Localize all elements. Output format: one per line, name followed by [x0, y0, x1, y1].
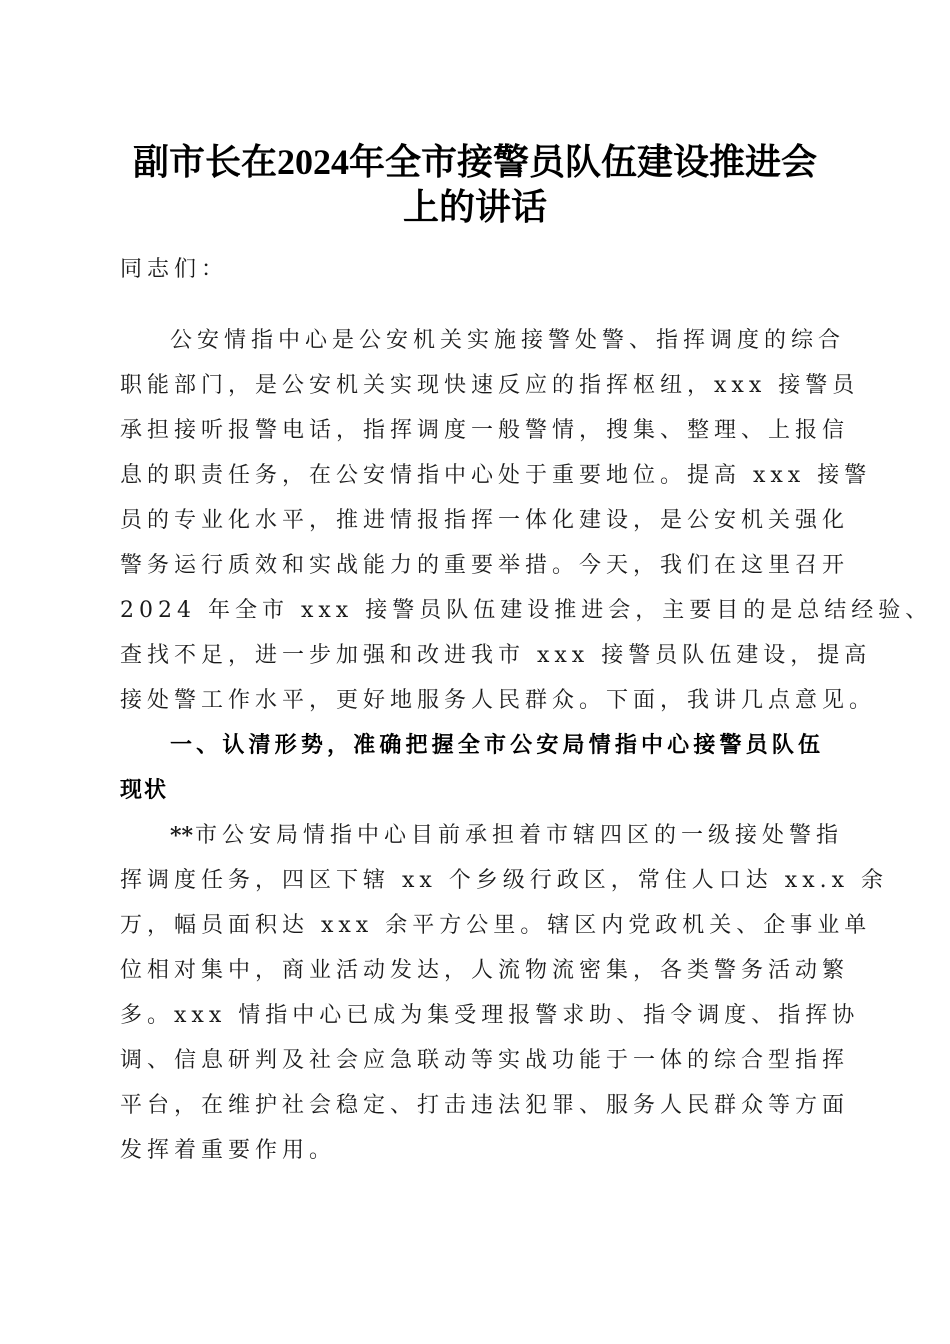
paragraph-1-line: 承担接听报警电话，指挥调度一般警情，搜集、整理、上报信 — [120, 418, 850, 443]
paragraph-1-line: 查找不足，进一步加强和改进我市 xxx 接警员队伍建设，提高 — [120, 643, 872, 668]
paragraph-1-line: 公安情指中心是公安机关实施接警处警、指挥调度的综合 — [170, 328, 846, 353]
paragraph-2-line: 调、信息研判及社会应急联动等实战功能于一体的综合型指挥 — [120, 1048, 850, 1073]
paragraph-2-line: 多。xxx 情指中心已成为集受理报警求助、指令调度、指挥协 — [120, 1003, 860, 1028]
paragraph-2-line: 万，幅员面积达 xxx 余平方公里。辖区内党政机关、企事业单 — [120, 913, 872, 938]
section-1-heading-line: 一、认清形势，准确把握全市公安局情指中心接警员队伍 — [170, 733, 822, 758]
paragraph-2-line: 发挥着重要作用。 — [120, 1138, 337, 1163]
paragraph-1-line: 职能部门，是公安机关实现快速反应的指挥枢纽，xxx 接警员 — [120, 373, 860, 398]
placeholder-city-mark: ** — [170, 823, 194, 849]
paragraph-1-line: 警务运行质效和实战能力的重要举措。今天，我们在这里召开 — [120, 553, 850, 578]
paragraph-1-line: 接处警工作水平，更好地服务人民群众。下面，我讲几点意见。 — [120, 688, 877, 713]
paragraph-1-line: 息的职责任务，在公安情指中心处于重要地位。提高 xxx 接警 — [120, 463, 872, 488]
paragraph-2-line: 挥调度任务，四区下辖 xx 个乡级行政区，常住人口达 xx.x 余 — [120, 868, 889, 893]
paragraph-2-line: 位相对集中，商业活动发达，人流物流密集，各类警务活动繁 — [120, 958, 850, 983]
document-title-line-2: 上的讲话 — [402, 187, 547, 227]
paragraph-1-line: 员的专业化水平，推进情报指挥一体化建设，是公安机关强化 — [120, 508, 850, 533]
section-1-heading-line: 现状 — [120, 778, 169, 803]
paragraph-2-first-line — [170, 821, 844, 851]
salutation: 同志们： — [120, 257, 229, 282]
paragraph-2-line: 市公安局情指中心目前承担着市辖四区的一级接处警指 — [195, 823, 844, 848]
paragraph-2-line: 平台，在维护社会稳定、打击违法犯罪、服务人民群众等方面 — [120, 1093, 850, 1118]
paragraph-1-line: 2024 年全市 xxx 接警员队伍建设推进会，主要目的是总结经验、 — [120, 598, 933, 623]
document-title-line-1: 副市长在2024年全市接警员队伍建设推进会 — [132, 142, 817, 182]
